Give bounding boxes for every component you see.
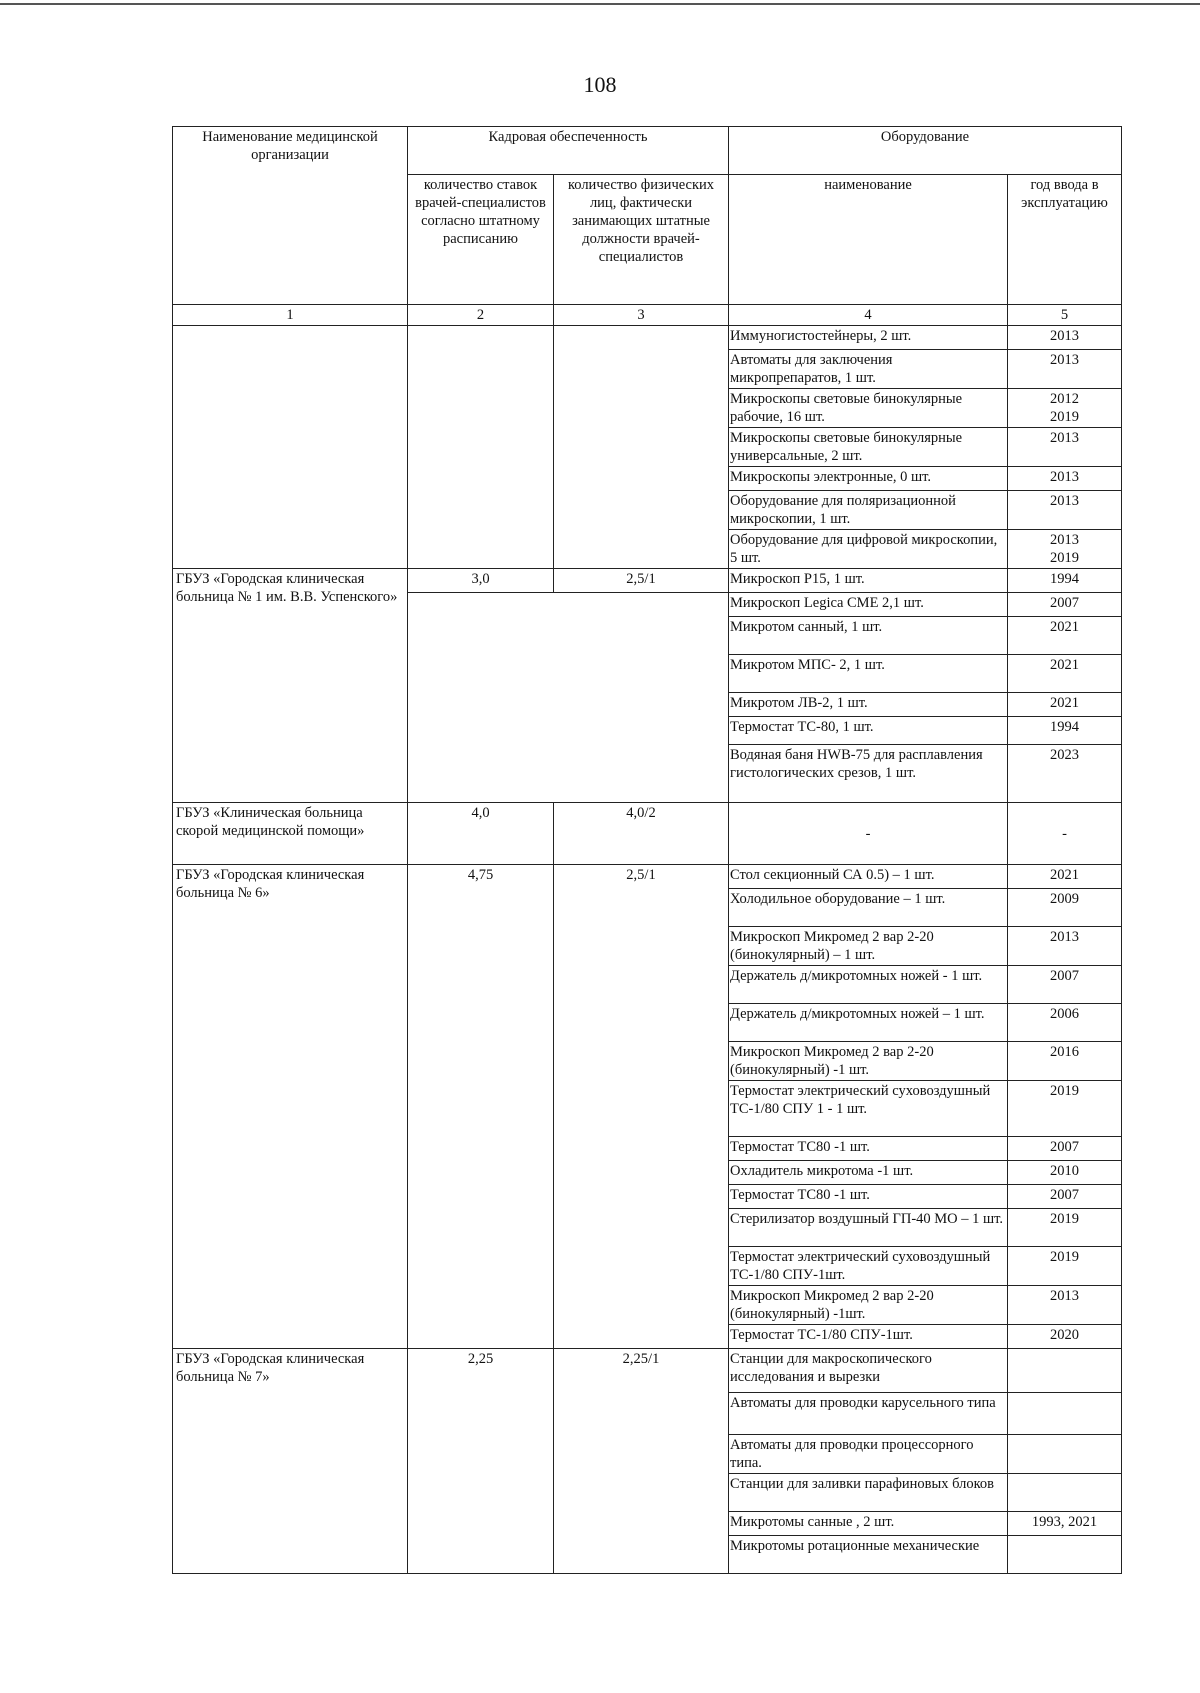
equipment-name-cell: - (729, 803, 1008, 865)
equipment-year-cell: 1994 (1008, 717, 1122, 745)
equipment-name-cell: Микроскоп Микромед 2 вар 2-20 (бинокулярный) -1 шт. (729, 1042, 1008, 1081)
equipment-name-cell: Микроскопы электронные, 0 шт. (729, 467, 1008, 491)
equipment-name-cell: Микроскоп Р15, 1 шт. (729, 569, 1008, 593)
equipment-year-cell: 2012 2019 (1008, 389, 1122, 428)
staff-persons-cell: 2,5/1 (554, 569, 729, 593)
equipment-year-cell: 2021 (1008, 655, 1122, 693)
staff-rates-cell: 2,25 (408, 1349, 554, 1574)
equipment-name-cell: Автоматы для заключения микропрепаратов, 1 шт. (729, 350, 1008, 389)
equipment-year-cell: 2013 2019 (1008, 530, 1122, 569)
equipment-name-cell: Стерилизатор воздушный ГП-40 МО – 1 шт. (729, 1209, 1008, 1247)
table-row (173, 803, 1122, 865)
equipment-name-cell: Стол секционный СА 0.5) – 1 шт. (729, 865, 1008, 889)
equipment-name-cell: Автоматы для проводки процессорного типа. (729, 1435, 1008, 1474)
equipment-year-cell (1008, 1435, 1122, 1474)
table-row (173, 569, 1122, 593)
equipment-year-cell: 2021 (1008, 865, 1122, 889)
equipment-name-cell: Микротомы ротационные механические (729, 1536, 1008, 1574)
org-name-cell: ГБУЗ «Городская клиническая больница № 7» (173, 1349, 408, 1574)
equipment-year-cell: 1994 (1008, 569, 1122, 593)
equipment-year-cell: 2013 (1008, 428, 1122, 467)
equipment-year-cell: 2021 (1008, 693, 1122, 717)
header-year: год ввода в эксплуатацию (1008, 175, 1122, 305)
equipment-name-cell: Микротом санный, 1 шт. (729, 617, 1008, 655)
staff-rates-cell (408, 326, 554, 569)
equipment-year-cell: 2013 (1008, 350, 1122, 389)
equipment-year-cell: 2023 (1008, 745, 1122, 803)
scan-edge-line (0, 3, 1200, 5)
equipment-name-cell: Станции для макроскопического исследования и вырезки (729, 1349, 1008, 1393)
equipment-year-cell: 2016 (1008, 1042, 1122, 1081)
staff-rates-cell: 4,0 (408, 803, 554, 865)
equipment-name-cell: Микроскопы световые бинокулярные рабочие, 16 шт. (729, 389, 1008, 428)
equipment-name-cell: Микроскопы световые бинокулярные универсальные, 2 шт. (729, 428, 1008, 467)
equipment-year-cell: 2013 (1008, 491, 1122, 530)
equipment-year-cell (1008, 1536, 1122, 1574)
equipment-name-cell: Холодильное оборудование – 1 шт. (729, 889, 1008, 927)
equipment-name-cell: Оборудование для цифровой микроскопии, 5 шт. (729, 530, 1008, 569)
equipment-name-cell: Микроскоп Legica CME 2,1 шт. (729, 593, 1008, 617)
equipment-year-cell: 2013 (1008, 326, 1122, 350)
column-number: 3 (554, 305, 729, 326)
header-name: наименование (729, 175, 1008, 305)
staff-persons-cell: 2,5/1 (554, 865, 729, 1349)
equipment-name-cell: Водяная баня HWB-75 для расплавления гистологических срезов, 1 шт. (729, 745, 1008, 803)
column-number: 5 (1008, 305, 1122, 326)
equipment-year-cell: 2013 (1008, 927, 1122, 966)
equipment-name-cell: Микротом ЛВ-2, 1 шт. (729, 693, 1008, 717)
equipment-name-cell: Термостат ТС80 -1 шт. (729, 1137, 1008, 1161)
header-org: Наименование медицинской организации (173, 127, 408, 305)
equipment-year-cell: 2010 (1008, 1161, 1122, 1185)
equipment-year-cell: 2013 (1008, 1286, 1122, 1325)
equipment-name-cell: Термостат ТС80 -1 шт. (729, 1185, 1008, 1209)
equipment-table (172, 126, 1122, 1574)
equipment-year-cell: - (1008, 803, 1122, 865)
empty-staff-cell (408, 593, 729, 803)
header-persons: количество физических лиц, фактически занимающих штатные должности врачей-специалистов (554, 175, 729, 305)
page-number: 108 (583, 72, 617, 97)
header-staff: Кадровая обеспеченность (408, 127, 729, 175)
staff-rates-cell: 4,75 (408, 865, 554, 1349)
equipment-year-cell: 2021 (1008, 617, 1122, 655)
equipment-name-cell: Станции для заливки парафиновых блоков (729, 1474, 1008, 1512)
equipment-name-cell: Автоматы для проводки карусельного типа (729, 1393, 1008, 1435)
equipment-year-cell: 2007 (1008, 1137, 1122, 1161)
equipment-year-cell: 2019 (1008, 1209, 1122, 1247)
equipment-name-cell: Микроскоп Микромед 2 вар 2-20 (бинокулярный) – 1 шт. (729, 927, 1008, 966)
equipment-name-cell: Термостат электрический суховоздушный ТС-1/80 СПУ-1шт. (729, 1247, 1008, 1286)
header-equipment: Оборудование (729, 127, 1122, 175)
equipment-name-cell: Термостат ТС-80, 1 шт. (729, 717, 1008, 745)
equipment-name-cell: Микротомы санные , 2 шт. (729, 1512, 1008, 1536)
equipment-year-cell (1008, 1349, 1122, 1393)
table-row (173, 1349, 1122, 1393)
equipment-name-cell: Охладитель микротома -1 шт. (729, 1161, 1008, 1185)
staff-persons-cell: 2,25/1 (554, 1349, 729, 1574)
equipment-name-cell: Держатель д/микротомных ножей – 1 шт. (729, 1004, 1008, 1042)
equipment-name-cell: Микроскоп Микромед 2 вар 2-20 (бинокулярный) -1шт. (729, 1286, 1008, 1325)
column-number: 1 (173, 305, 408, 326)
equipment-name-cell: Микротом МПС- 2, 1 шт. (729, 655, 1008, 693)
equipment-name-cell: Держатель д/микротомных ножей - 1 шт. (729, 966, 1008, 1004)
equipment-name-cell: Иммуногистостейнеры, 2 шт. (729, 326, 1008, 350)
org-name-cell: ГБУЗ «Клиническая больница скорой медицинской помощи» (173, 803, 408, 865)
column-number: 2 (408, 305, 554, 326)
equipment-year-cell: 2013 (1008, 467, 1122, 491)
equipment-year-cell: 1993, 2021 (1008, 1512, 1122, 1536)
equipment-year-cell: 2007 (1008, 1185, 1122, 1209)
equipment-year-cell: 2006 (1008, 1004, 1122, 1042)
table-row (173, 326, 1122, 350)
org-name-cell: ГБУЗ «Городская клиническая больница № 1 им. В.В. Успенского» (173, 569, 408, 803)
equipment-year-cell: 2020 (1008, 1325, 1122, 1349)
equipment-year-cell: 2007 (1008, 966, 1122, 1004)
header-rates: количество ставок врачей-специалистов согласно штатному расписанию (408, 175, 554, 305)
equipment-year-cell (1008, 1474, 1122, 1512)
equipment-year-cell: 2009 (1008, 889, 1122, 927)
equipment-name-cell: Термостат ТС-1/80 СПУ-1шт. (729, 1325, 1008, 1349)
equipment-year-cell (1008, 1393, 1122, 1435)
org-name-cell: ГБУЗ «Городская клиническая больница № 6» (173, 865, 408, 1349)
equipment-name-cell: Термостат электрический суховоздушный ТС-1/80 СПУ 1 - 1 шт. (729, 1081, 1008, 1137)
equipment-year-cell: 2019 (1008, 1247, 1122, 1286)
equipment-year-cell: 2019 (1008, 1081, 1122, 1137)
staff-persons-cell (554, 326, 729, 569)
table-row (173, 865, 1122, 889)
staff-rates-cell: 3,0 (408, 569, 554, 593)
staff-persons-cell: 4,0/2 (554, 803, 729, 865)
equipment-year-cell: 2007 (1008, 593, 1122, 617)
column-number: 4 (729, 305, 1008, 326)
equipment-name-cell: Оборудование для поляризационной микроскопии, 1 шт. (729, 491, 1008, 530)
org-name-cell (173, 326, 408, 569)
